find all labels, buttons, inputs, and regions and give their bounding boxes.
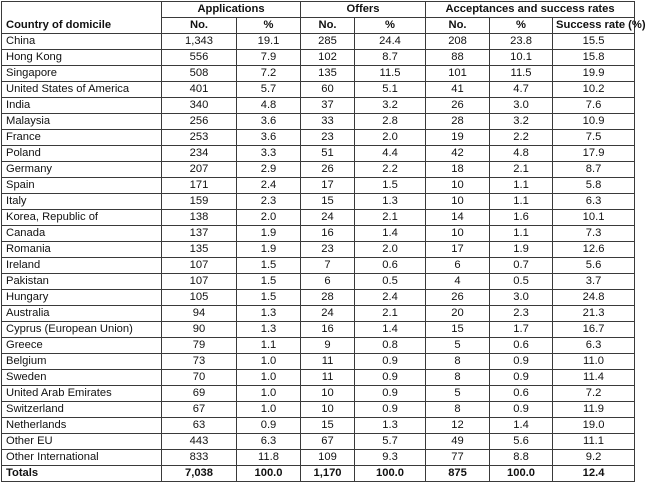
table-cell: 4.4 bbox=[355, 146, 426, 162]
table-cell: 9.3 bbox=[355, 450, 426, 466]
table-row bbox=[2, 258, 635, 274]
table-cell: 107 bbox=[162, 258, 237, 274]
table-cell: 1.3 bbox=[237, 322, 301, 338]
table-cell: 3.3 bbox=[237, 146, 301, 162]
table-cell: 7.2 bbox=[553, 386, 635, 402]
table-cell: 0.9 bbox=[237, 418, 301, 434]
country-cell: Spain bbox=[2, 178, 162, 194]
country-cell: Netherlands bbox=[2, 418, 162, 434]
table-cell: 4.7 bbox=[490, 82, 553, 98]
table-cell: 5.6 bbox=[553, 258, 635, 274]
table-cell: 2.4 bbox=[355, 290, 426, 306]
table-cell: 0.6 bbox=[355, 258, 426, 274]
table-row bbox=[2, 306, 635, 322]
column-header: No. bbox=[301, 18, 355, 34]
table-cell: 24.8 bbox=[553, 290, 635, 306]
table-cell: 1.9 bbox=[237, 226, 301, 242]
table-cell: 1.0 bbox=[237, 370, 301, 386]
table-cell: 340 bbox=[162, 98, 237, 114]
column-header: No. bbox=[162, 18, 237, 34]
table-cell: 8 bbox=[426, 354, 490, 370]
table-cell: 2.1 bbox=[355, 210, 426, 226]
table-row bbox=[2, 34, 635, 50]
table-cell: 17 bbox=[301, 178, 355, 194]
country-cell: Ireland bbox=[2, 258, 162, 274]
table-cell: 9.2 bbox=[553, 450, 635, 466]
table-cell: 7.6 bbox=[553, 98, 635, 114]
table-cell: 7.2 bbox=[237, 66, 301, 82]
table-cell: 10.2 bbox=[553, 82, 635, 98]
table-cell: 51 bbox=[301, 146, 355, 162]
table-row bbox=[2, 66, 635, 82]
table-cell: 12.4 bbox=[553, 466, 635, 482]
table-cell: 556 bbox=[162, 50, 237, 66]
table-cell: 19.9 bbox=[553, 66, 635, 82]
table-cell: 0.9 bbox=[490, 354, 553, 370]
table-cell: 3.6 bbox=[237, 114, 301, 130]
table-cell: 67 bbox=[301, 434, 355, 450]
table-cell: 23.8 bbox=[490, 34, 553, 50]
table-row bbox=[2, 322, 635, 338]
table-cell: 20 bbox=[426, 306, 490, 322]
table-cell: 105 bbox=[162, 290, 237, 306]
table-cell: 73 bbox=[162, 354, 237, 370]
table-cell: 49 bbox=[426, 434, 490, 450]
table-cell: 7.9 bbox=[237, 50, 301, 66]
table-cell: 23 bbox=[301, 242, 355, 258]
table-row bbox=[2, 162, 635, 178]
table-cell: 2.0 bbox=[355, 130, 426, 146]
country-cell: India bbox=[2, 98, 162, 114]
table-cell: 24.4 bbox=[355, 34, 426, 50]
table-row bbox=[2, 418, 635, 434]
table-cell: 24 bbox=[301, 210, 355, 226]
table-cell: 15 bbox=[426, 322, 490, 338]
country-cell: Switzerland bbox=[2, 402, 162, 418]
table-cell: 67 bbox=[162, 402, 237, 418]
table-cell: 0.9 bbox=[355, 386, 426, 402]
table-cell: 4.8 bbox=[490, 146, 553, 162]
table-cell: 1.5 bbox=[355, 178, 426, 194]
country-cell: Poland bbox=[2, 146, 162, 162]
table-cell: 101 bbox=[426, 66, 490, 82]
table-cell: 1.3 bbox=[355, 194, 426, 210]
table-cell: 9 bbox=[301, 338, 355, 354]
table-cell: 1.7 bbox=[490, 322, 553, 338]
table-cell: 207 bbox=[162, 162, 237, 178]
table-cell: 0.5 bbox=[355, 274, 426, 290]
country-cell: Other International bbox=[2, 450, 162, 466]
table-cell: 26 bbox=[426, 98, 490, 114]
table-cell: 2.9 bbox=[237, 162, 301, 178]
table-cell: 0.9 bbox=[490, 370, 553, 386]
table-cell: 6.3 bbox=[553, 338, 635, 354]
table-cell: 11.5 bbox=[490, 66, 553, 82]
table-cell: 159 bbox=[162, 194, 237, 210]
country-cell: Pakistan bbox=[2, 274, 162, 290]
table-cell: 1.0 bbox=[237, 402, 301, 418]
table-cell: 0.9 bbox=[355, 402, 426, 418]
table-cell: 3.6 bbox=[237, 130, 301, 146]
table-cell: 2.0 bbox=[237, 210, 301, 226]
table-cell: 63 bbox=[162, 418, 237, 434]
table-cell: 1.5 bbox=[237, 274, 301, 290]
table-cell: 3.0 bbox=[490, 290, 553, 306]
table-cell: 875 bbox=[426, 466, 490, 482]
country-cell: China bbox=[2, 34, 162, 50]
country-cell: Cyprus (European Union) bbox=[2, 322, 162, 338]
totals-row bbox=[2, 466, 635, 482]
table-cell: 10.9 bbox=[553, 114, 635, 130]
table-cell: 18 bbox=[426, 162, 490, 178]
table-cell: 8 bbox=[426, 370, 490, 386]
table-cell: 137 bbox=[162, 226, 237, 242]
table-cell: 16 bbox=[301, 322, 355, 338]
table-cell: 1.1 bbox=[490, 194, 553, 210]
table-cell: 3.2 bbox=[355, 98, 426, 114]
table-cell: 285 bbox=[301, 34, 355, 50]
table-cell: 100.0 bbox=[490, 466, 553, 482]
table-cell: 11.9 bbox=[553, 402, 635, 418]
country-cell: Greece bbox=[2, 338, 162, 354]
table-cell: 1.5 bbox=[237, 290, 301, 306]
table-cell: 1.9 bbox=[490, 242, 553, 258]
table-row bbox=[2, 178, 635, 194]
table-cell: 234 bbox=[162, 146, 237, 162]
table-cell: 102 bbox=[301, 50, 355, 66]
table-row bbox=[2, 210, 635, 226]
country-cell: Germany bbox=[2, 162, 162, 178]
table-cell: 5 bbox=[426, 386, 490, 402]
table-cell: 11.4 bbox=[553, 370, 635, 386]
table-cell: 24 bbox=[301, 306, 355, 322]
country-cell: Hong Kong bbox=[2, 50, 162, 66]
table-cell: 33 bbox=[301, 114, 355, 130]
table-cell: 16 bbox=[301, 226, 355, 242]
table-cell: 2.2 bbox=[355, 162, 426, 178]
table-cell: 0.9 bbox=[355, 354, 426, 370]
column-header: % bbox=[355, 18, 426, 34]
table-cell: 135 bbox=[162, 242, 237, 258]
table-cell: 88 bbox=[426, 50, 490, 66]
table-cell: 4.8 bbox=[237, 98, 301, 114]
table-cell: 1.9 bbox=[237, 242, 301, 258]
table-cell: 19.0 bbox=[553, 418, 635, 434]
table-cell: 0.9 bbox=[355, 370, 426, 386]
table-cell: 100.0 bbox=[355, 466, 426, 482]
table-row bbox=[2, 354, 635, 370]
table-cell: 5.8 bbox=[553, 178, 635, 194]
table-cell: 7.5 bbox=[553, 130, 635, 146]
table-row bbox=[2, 98, 635, 114]
table-cell: 5.7 bbox=[237, 82, 301, 98]
country-cell: Korea, Republic of bbox=[2, 210, 162, 226]
table-cell: 1.3 bbox=[237, 306, 301, 322]
table-cell: 11.5 bbox=[355, 66, 426, 82]
table-cell: 79 bbox=[162, 338, 237, 354]
table-cell: 10 bbox=[301, 402, 355, 418]
table-cell: 8 bbox=[426, 402, 490, 418]
table-cell: 1.4 bbox=[490, 418, 553, 434]
country-cell: United Arab Emirates bbox=[2, 386, 162, 402]
table-row bbox=[2, 242, 635, 258]
table-cell: 12 bbox=[426, 418, 490, 434]
table-cell: 1.4 bbox=[355, 226, 426, 242]
table-cell: 1.4 bbox=[355, 322, 426, 338]
table-body bbox=[2, 34, 635, 466]
table-cell: 12.6 bbox=[553, 242, 635, 258]
table-cell: 0.6 bbox=[490, 338, 553, 354]
table-cell: 10 bbox=[426, 194, 490, 210]
table-cell: 2.1 bbox=[355, 306, 426, 322]
country-cell: France bbox=[2, 130, 162, 146]
table-cell: 2.3 bbox=[490, 306, 553, 322]
table-cell: 0.5 bbox=[490, 274, 553, 290]
table-cell: 21.3 bbox=[553, 306, 635, 322]
table-cell: 1,170 bbox=[301, 466, 355, 482]
country-cell: Sweden bbox=[2, 370, 162, 386]
table-cell: 11 bbox=[301, 370, 355, 386]
table-cell: 37 bbox=[301, 98, 355, 114]
table-cell: 8.7 bbox=[553, 162, 635, 178]
column-header: % bbox=[490, 18, 553, 34]
country-cell: Hungary bbox=[2, 290, 162, 306]
country-cell: Canada bbox=[2, 226, 162, 242]
table-row bbox=[2, 370, 635, 386]
table-cell: 7,038 bbox=[162, 466, 237, 482]
table-row bbox=[2, 194, 635, 210]
table-cell: 401 bbox=[162, 82, 237, 98]
table-cell: 28 bbox=[426, 114, 490, 130]
table-row bbox=[2, 274, 635, 290]
table-cell: 6 bbox=[426, 258, 490, 274]
table-cell: 443 bbox=[162, 434, 237, 450]
table-cell: 15.5 bbox=[553, 34, 635, 50]
table-cell: 11.8 bbox=[237, 450, 301, 466]
table-cell: 69 bbox=[162, 386, 237, 402]
table-row bbox=[2, 338, 635, 354]
table-cell: 14 bbox=[426, 210, 490, 226]
table-cell: 90 bbox=[162, 322, 237, 338]
country-cell: Singapore bbox=[2, 66, 162, 82]
country-cell: United States of America bbox=[2, 82, 162, 98]
table-row bbox=[2, 114, 635, 130]
table-row bbox=[2, 82, 635, 98]
table-cell: 26 bbox=[301, 162, 355, 178]
column-header: % bbox=[237, 18, 301, 34]
table-cell: 26 bbox=[426, 290, 490, 306]
table-cell: 3.7 bbox=[553, 274, 635, 290]
table-cell: 0.7 bbox=[490, 258, 553, 274]
table-cell: 0.8 bbox=[355, 338, 426, 354]
table-row bbox=[2, 386, 635, 402]
table-cell: 256 bbox=[162, 114, 237, 130]
table-row bbox=[2, 130, 635, 146]
table-cell: 1.1 bbox=[490, 178, 553, 194]
table-cell: 2.8 bbox=[355, 114, 426, 130]
table-cell: 15 bbox=[301, 194, 355, 210]
table-cell: 2.0 bbox=[355, 242, 426, 258]
table-cell: 19 bbox=[426, 130, 490, 146]
table-cell: 23 bbox=[301, 130, 355, 146]
table-cell: 171 bbox=[162, 178, 237, 194]
table-cell: 15.8 bbox=[553, 50, 635, 66]
group-header-row bbox=[2, 2, 635, 18]
table-cell: 1.3 bbox=[355, 418, 426, 434]
table-cell: 17.9 bbox=[553, 146, 635, 162]
table-cell: 253 bbox=[162, 130, 237, 146]
table-row bbox=[2, 226, 635, 242]
table-cell: 6 bbox=[301, 274, 355, 290]
table-cell: 19.1 bbox=[237, 34, 301, 50]
table-cell: 10 bbox=[426, 226, 490, 242]
table-cell: 1.1 bbox=[490, 226, 553, 242]
table-cell: 2.3 bbox=[237, 194, 301, 210]
table-cell: 107 bbox=[162, 274, 237, 290]
table-cell: 6.3 bbox=[553, 194, 635, 210]
offers-group-header: Offers bbox=[301, 2, 426, 18]
table-cell: 77 bbox=[426, 450, 490, 466]
country-cell: Belgium bbox=[2, 354, 162, 370]
table-cell: 28 bbox=[301, 290, 355, 306]
table-cell: 3.2 bbox=[490, 114, 553, 130]
table-cell: 7.3 bbox=[553, 226, 635, 242]
applications-group-header: Applications bbox=[162, 2, 301, 18]
table-row bbox=[2, 434, 635, 450]
table-cell: 508 bbox=[162, 66, 237, 82]
table-cell: 11.1 bbox=[553, 434, 635, 450]
table-cell: 208 bbox=[426, 34, 490, 50]
totals-label: Totals bbox=[2, 466, 162, 482]
table-cell: 1.6 bbox=[490, 210, 553, 226]
column-header: Success rate (%) bbox=[553, 18, 635, 34]
table-cell: 10.1 bbox=[490, 50, 553, 66]
table-cell: 17 bbox=[426, 242, 490, 258]
table-cell: 135 bbox=[301, 66, 355, 82]
table-cell: 2.4 bbox=[237, 178, 301, 194]
table-cell: 138 bbox=[162, 210, 237, 226]
table-cell: 5.6 bbox=[490, 434, 553, 450]
table-cell: 1.1 bbox=[237, 338, 301, 354]
country-header: Country of domicile bbox=[2, 2, 162, 34]
table-cell: 2.2 bbox=[490, 130, 553, 146]
table-cell: 0.6 bbox=[490, 386, 553, 402]
table-cell: 94 bbox=[162, 306, 237, 322]
table-cell: 4 bbox=[426, 274, 490, 290]
table-cell: 7 bbox=[301, 258, 355, 274]
table-row bbox=[2, 50, 635, 66]
table-cell: 16.7 bbox=[553, 322, 635, 338]
country-cell: Other EU bbox=[2, 434, 162, 450]
table-row bbox=[2, 402, 635, 418]
domicile-statistics-table bbox=[1, 1, 646, 482]
table-row bbox=[2, 450, 635, 466]
table-cell: 5.7 bbox=[355, 434, 426, 450]
table-cell: 42 bbox=[426, 146, 490, 162]
table-cell: 10.1 bbox=[553, 210, 635, 226]
table-cell: 1.0 bbox=[237, 354, 301, 370]
table-cell: 1.0 bbox=[237, 386, 301, 402]
table-cell: 8.7 bbox=[355, 50, 426, 66]
table-cell: 1,343 bbox=[162, 34, 237, 50]
table-cell: 10 bbox=[426, 178, 490, 194]
table-cell: 833 bbox=[162, 450, 237, 466]
table-cell: 10 bbox=[301, 386, 355, 402]
table-cell: 6.3 bbox=[237, 434, 301, 450]
table-cell: 0.9 bbox=[490, 402, 553, 418]
table-cell: 5.1 bbox=[355, 82, 426, 98]
column-header: No. bbox=[426, 18, 490, 34]
country-cell: Italy bbox=[2, 194, 162, 210]
country-cell: Australia bbox=[2, 306, 162, 322]
acceptances-group-header: Acceptances and success rates bbox=[426, 2, 635, 18]
table-cell: 100.0 bbox=[237, 466, 301, 482]
table-cell: 5 bbox=[426, 338, 490, 354]
table-cell: 11 bbox=[301, 354, 355, 370]
table-cell: 41 bbox=[426, 82, 490, 98]
country-cell: Romania bbox=[2, 242, 162, 258]
table-cell: 3.0 bbox=[490, 98, 553, 114]
table-cell: 8.8 bbox=[490, 450, 553, 466]
table-cell: 1.5 bbox=[237, 258, 301, 274]
table-cell: 109 bbox=[301, 450, 355, 466]
country-cell: Malaysia bbox=[2, 114, 162, 130]
table-cell: 2.1 bbox=[490, 162, 553, 178]
table-cell: 70 bbox=[162, 370, 237, 386]
table-row bbox=[2, 146, 635, 162]
table-cell: 60 bbox=[301, 82, 355, 98]
table-row bbox=[2, 290, 635, 306]
table-cell: 11.0 bbox=[553, 354, 635, 370]
table-cell: 15 bbox=[301, 418, 355, 434]
